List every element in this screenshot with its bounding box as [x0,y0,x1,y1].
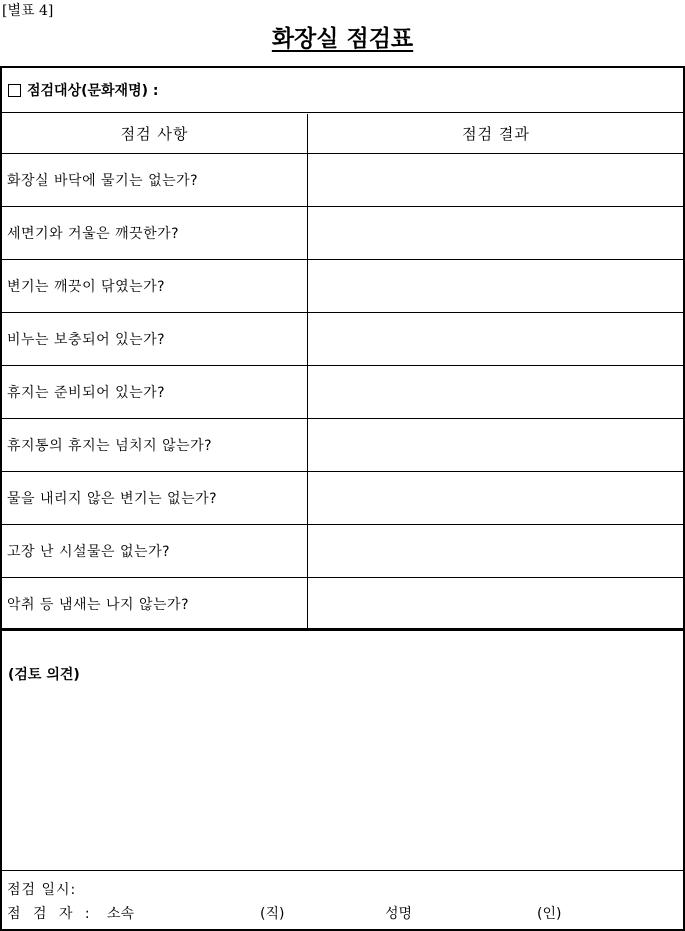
table-row [2,207,683,260]
checkbox-icon[interactable] [8,84,21,97]
annex-label: [별표 4] [2,3,54,19]
check-result-cell[interactable] [309,472,683,524]
check-item: 고장 난 시설물은 없는가? [2,525,308,577]
check-item: 세면기와 거울은 깨끗한가? [2,207,308,259]
position-label: (직) [260,906,285,922]
check-item: 물을 내리지 않은 변기는 없는가? [2,472,308,524]
inspection-date-label: 점검 일시: [7,882,77,898]
check-item: 변기는 깨끗이 닦였는가? [2,260,308,312]
signature-area [2,869,683,929]
check-item: 악취 등 냄새는 나지 않는가? [2,578,308,630]
table-row [2,366,683,419]
table-row [2,525,683,578]
header-result: 점검 결과 [462,125,530,143]
review-opinion-box[interactable] [2,628,683,871]
check-result-cell[interactable] [309,366,683,418]
table-row [2,154,683,207]
inspection-target-label: 점검대상(문화재명) : [27,83,159,99]
check-result-cell[interactable] [309,207,683,259]
header-item: 점검 사항 [2,114,308,153]
name-label: 성명 [385,906,413,922]
check-item: 휴지통의 휴지는 넘치지 않는가? [2,419,308,471]
inspection-target-row[interactable] [2,68,683,113]
table-header [2,114,683,154]
check-item: 비누는 보충되어 있는가? [2,313,308,365]
check-result-cell[interactable] [309,578,683,630]
seal-label: (인) [537,906,562,922]
table-row [2,260,683,313]
review-opinion-label: (검토 의견) [8,667,80,683]
check-result-cell[interactable] [309,154,683,206]
check-result-cell[interactable] [309,525,683,577]
check-result-cell[interactable] [309,260,683,312]
table-row [2,419,683,472]
inspector-label: 점 검 자 : [7,906,94,922]
table-row [2,578,683,631]
check-result-cell[interactable] [309,419,683,471]
check-item: 화장실 바닥에 물기는 없는가? [2,154,308,206]
checklist-form [0,66,685,931]
check-result-cell[interactable] [309,313,683,365]
table-row [2,472,683,525]
check-item: 휴지는 준비되어 있는가? [2,366,308,418]
affiliation-label: 소속 [107,906,135,922]
form-title: 화장실 점검표 [271,26,414,52]
table-row [2,313,683,366]
